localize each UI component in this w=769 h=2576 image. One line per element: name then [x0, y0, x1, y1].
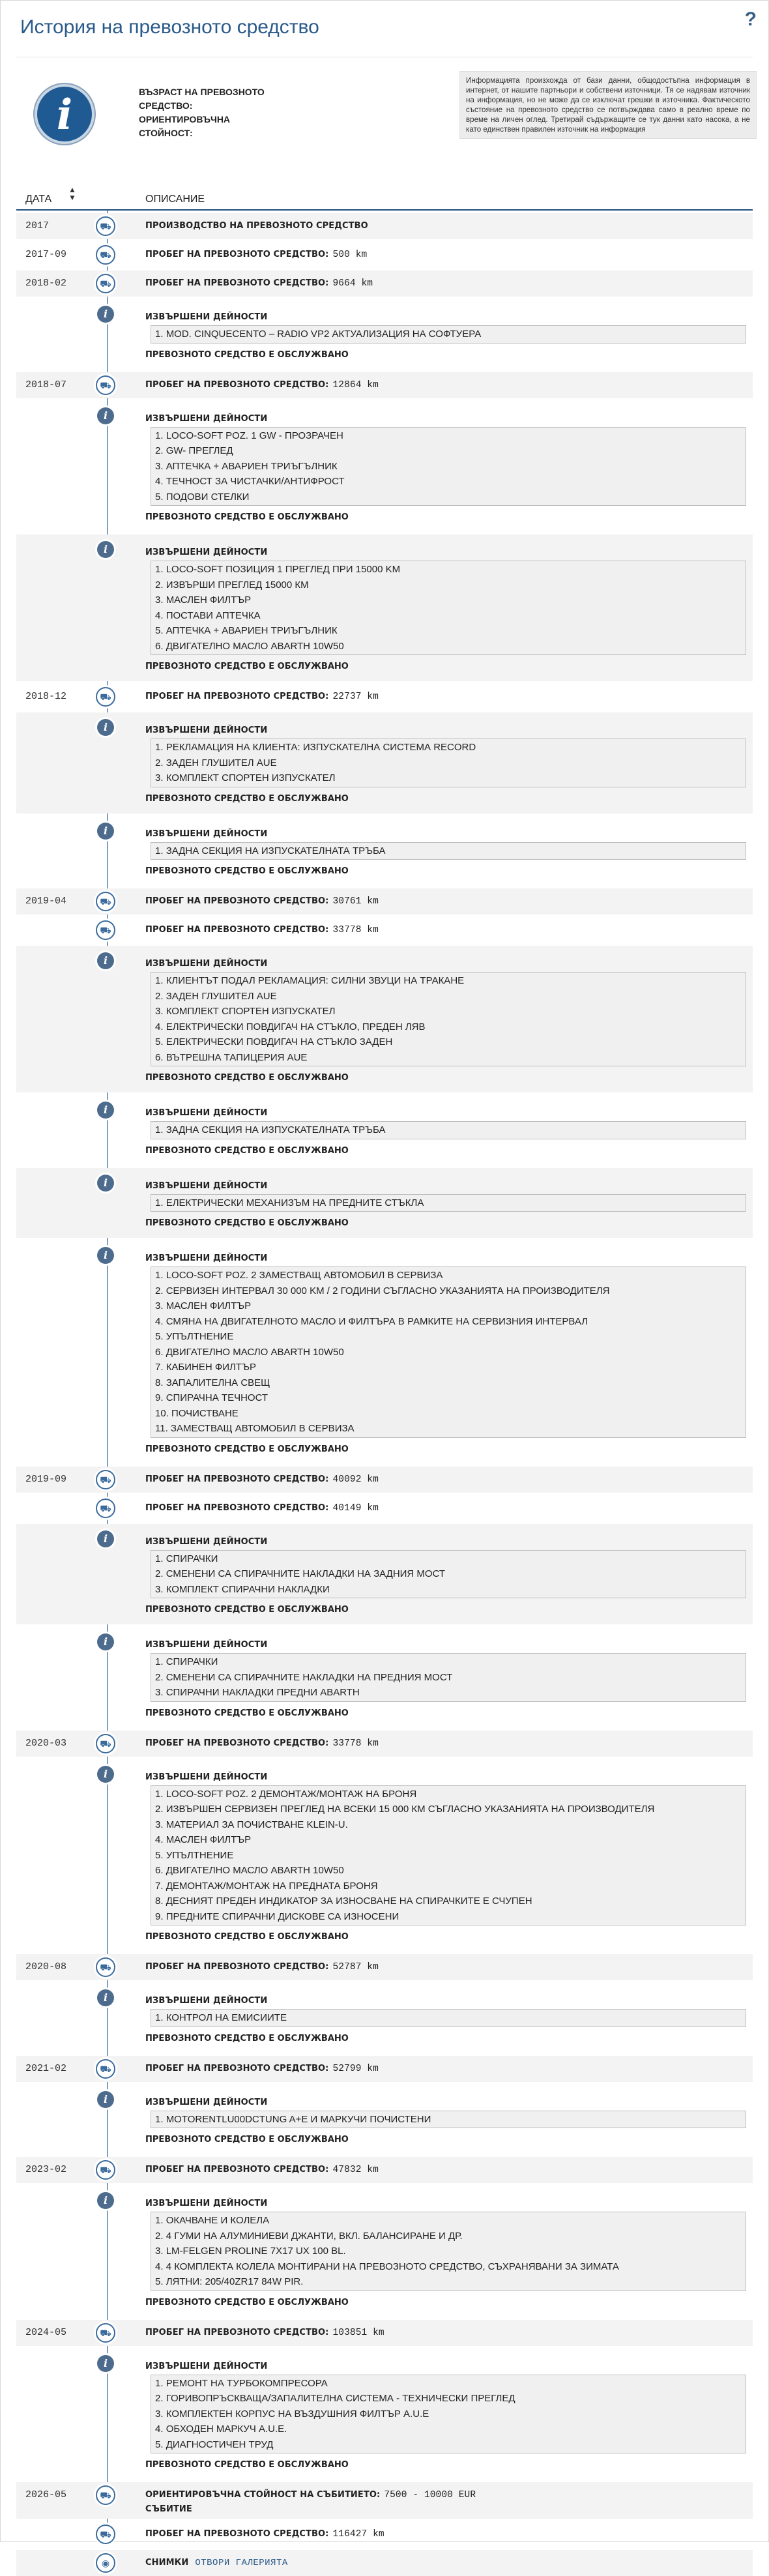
info-icon: i	[97, 1102, 114, 1119]
service-entry	[16, 1759, 753, 1952]
list-item: 2. СМЕНЕНИ СА СПИРАЧНИТЕ НАКЛАДКИ НА ЗАДНИЯ МОСТ	[155, 1568, 446, 1579]
summary-line: СТОЙНОСТ:	[139, 128, 193, 138]
mileage-value: 47832 km	[332, 2165, 379, 2175]
mileage-value: 22737 km	[332, 692, 379, 702]
list-item: 1. MOTORENTLU00DCTUNG A+E И МАРКУЧИ ПОЧИСТЕНИ	[155, 2113, 431, 2125]
info-icon: i	[97, 1530, 114, 1547]
mileage-row	[145, 692, 379, 702]
serviced-label: ПРЕВОЗНОТО СРЕДСТВО Е ОБСЛУЖВАНО	[145, 1145, 349, 1156]
mileage-label: ПРОБЕГ НА ПРЕВОЗНОТО СРЕДСТВО:	[145, 2165, 329, 2174]
mileage-row	[145, 896, 379, 907]
list-item: 2. ИЗВЪРШИ ПРЕГЛЕД 15000 КМ	[155, 579, 309, 591]
list-item: 1. LOCO-SOFT ПОЗИЦИЯ 1 ПРЕГЛЕД ПРИ 15000 KM	[155, 564, 401, 575]
serviced-label: ПРЕВОЗНОТО СРЕДСТВО Е ОБСЛУЖВАНО	[145, 349, 349, 360]
list-item: 4. ЕЛЕКТРИЧЕСКИ ПОВДИГАЧ НА СТЪКЛО, ПРЕДЕН ЛЯВ	[155, 1021, 426, 1032]
list-item: 4. ОБХОДЕН МАРКУЧ A.U.E.	[155, 2423, 287, 2435]
odometer-icon: ⛟	[96, 2059, 115, 2079]
mileage-label: ПРОБЕГ НА ПРЕВОЗНОТО СРЕДСТВО:	[145, 2063, 329, 2073]
actions-list	[151, 427, 746, 506]
list-item: 5. УПЪЛТНЕНИЕ	[155, 1849, 234, 1861]
column-header-date[interactable]: ДАТА	[25, 194, 52, 205]
mileage-label: ПРОБЕГ НА ПРЕВОЗНОТО СРЕДСТВО:	[145, 379, 329, 390]
photos-row	[145, 2558, 288, 2568]
list-item: 6. ДВИГАТЕЛНО МАСЛО ABARTH 10W50	[155, 1865, 344, 1876]
mileage-value: 12864 km	[332, 379, 379, 390]
list-item: 1. КЛИЕНТЪТ ПОДАЛ РЕКЛАМАЦИЯ: СИЛНИ ЗВУЦИ НА ТРАКАНЕ	[155, 975, 465, 986]
mileage-label: ПРОБЕГ НА ПРЕВОЗНОТО СРЕДСТВО:	[145, 1502, 329, 1513]
mileage-row	[145, 2529, 384, 2539]
list-item: 1. КОНТРОЛ НА ЕМИСИИТЕ	[155, 2012, 287, 2023]
mileage-value: 9664 km	[332, 278, 373, 289]
list-item: 4. 4 КОМПЛЕКТА КОЛЕЛА МОНТИРАНИ НА ПРЕВОЗНОТО СРЕДСТВО, СЪХРАНЯВАНИ ЗА ЗИМАТА	[155, 2261, 619, 2272]
mileage-label: ПРОБЕГ НА ПРЕВОЗНОТО СРЕДСТВО:	[145, 1962, 329, 1972]
list-item: 3. КОМПЛЕКТ СПОРТЕН ИЗПУСКАТЕЛ	[155, 1006, 336, 1017]
mileage-label: ПРОБЕГ НА ПРЕВОЗНОТО СРЕДСТВО:	[145, 2327, 329, 2337]
mileage-value: 52787 km	[332, 1962, 379, 1972]
serviced-label: ПРЕВОЗНОТО СРЕДСТВО Е ОБСЛУЖВАНО	[145, 2460, 349, 2470]
list-item: 3. КОМПЛЕКТ СПОРТЕН ИЗПУСКАТЕЛ	[155, 772, 336, 783]
serviced-label: ПРЕВОЗНОТО СРЕДСТВО Е ОБСЛУЖВАНО	[145, 1605, 349, 1615]
actions-list	[151, 2111, 746, 2129]
list-item: 11. ЗАМЕСТВАЩ АВТОМОБИЛ В СЕРВИЗА	[155, 1423, 355, 1434]
summary-line: ОРИЕНТИРОВЪЧНА	[139, 114, 231, 124]
info-icon: i	[97, 1175, 114, 1192]
info-icon: i	[97, 1633, 114, 1650]
list-item: 1. СПИРАЧКИ	[155, 1656, 218, 1667]
info-icon: i	[97, 1247, 114, 1264]
mileage-entry	[16, 372, 753, 398]
actions-label: ИЗВЪРШЕНИ ДЕЙНОСТИ	[145, 413, 268, 424]
actions-list	[151, 325, 746, 344]
list-item: 2. ЗАДЕН ГЛУШИТЕЛ AUE	[155, 990, 277, 1002]
list-item: 1. РЕМОНТ НА ТУРБОКОМПРЕСОРА	[155, 2377, 328, 2389]
mileage-label: ПРОБЕГ НА ПРЕВОЗНОТО СРЕДСТВО:	[145, 1474, 329, 1484]
service-entry	[16, 1095, 753, 1165]
mileage-row	[145, 2328, 384, 2338]
mileage-label: ПРОБЕГ НА ПРЕВОЗНОТО СРЕДСТВО:	[145, 250, 329, 259]
mileage-value: 40092 km	[332, 1474, 379, 1485]
info-icon: i	[35, 84, 94, 144]
photos-label: СНИМКИ	[145, 2558, 189, 2568]
list-item: 3. СПИРАЧНИ НАКЛАДКИ ПРЕДНИ ABARTH	[155, 1687, 360, 1698]
vehicle-summary	[139, 85, 289, 140]
mileage-label: ПРОБЕГ НА ПРЕВОЗНОТО СРЕДСТВО:	[145, 278, 329, 288]
mileage-entry	[16, 2320, 753, 2346]
odometer-icon: ⛟	[96, 920, 115, 940]
odometer-icon: ⛟	[96, 1470, 115, 1489]
list-item: 5. АПТЕЧКА + АВАРИЕН ТРИЪГЪЛНИК	[155, 625, 338, 636]
actions-label: ИЗВЪРШЕНИ ДЕЙНОСТИ	[145, 1253, 268, 1263]
list-item: 2. СМЕНЕНИ СА СПИРАЧНИТЕ НАКЛАДКИ НА ПРЕДНИЯ МОСТ	[155, 1671, 453, 1683]
mileage-row	[145, 278, 373, 289]
mileage-label: ПРОБЕГ НА ПРЕВОЗНОТО СРЕДСТВО:	[145, 2529, 329, 2539]
list-item: 6. ВЪТРЕШНА ТАПИЦЕРИЯ AUE	[155, 1051, 308, 1063]
value-amount: 7500 - 10000 EUR	[384, 2490, 476, 2500]
service-entry	[16, 1983, 753, 2053]
list-item: 3. КОМПЛЕКТ СПИРАЧНИ НАКЛАДКИ	[155, 1583, 330, 1595]
value-entry	[16, 2482, 753, 2519]
list-item: 1. LOCO-SOFT POZ. 2 ЗАМЕСТВАЩ АВТОМОБИЛ В СЕРВИЗА	[155, 1270, 443, 1281]
table-header	[16, 181, 753, 211]
entry-date: 2019-09	[25, 1473, 67, 1485]
serviced-label: ПРЕВОЗНОТО СРЕДСТВО Е ОБСЛУЖВАНО	[145, 1444, 349, 1454]
mileage-label: ПРОБЕГ НА ПРЕВОЗНОТО СРЕДСТВО:	[145, 1738, 329, 1748]
list-item: 1. ЗАДНА СЕКЦИЯ НА ИЗПУСКАТЕЛНАТА ТРЪБА	[155, 1124, 386, 1135]
list-item: 5. ЛЯТНИ: 205/40ZR17 84W PIR.	[155, 2276, 304, 2287]
entry-date: 2021-02	[25, 2062, 67, 2074]
mileage-entry	[16, 1731, 753, 1757]
mileage-value: 30761 km	[332, 896, 379, 907]
mileage-value: 103851 km	[332, 2327, 384, 2338]
actions-label: ИЗВЪРШЕНИ ДЕЙНОСТИ	[145, 312, 268, 322]
car-icon: ⛟	[96, 216, 115, 236]
mileage-row	[145, 1962, 379, 1972]
production-label: ПРОИЗВОДСТВО НА ПРЕВОЗНОТО СРЕДСТВО	[145, 221, 368, 231]
mileage-entry	[16, 684, 753, 710]
serviced-label: ПРЕВОЗНОТО СРЕДСТВО Е ОБСЛУЖВАНО	[145, 1932, 349, 1942]
actions-list	[151, 842, 746, 860]
actions-label: ИЗВЪРШЕНИ ДЕЙНОСТИ	[145, 548, 268, 557]
list-item: 9. ПРЕДНИТЕ СПИРАЧНИ ДИСКОВЕ СА ИЗНОСЕНИ	[155, 1910, 399, 1922]
info-icon: i	[97, 2192, 114, 2209]
odometer-icon: ⛟	[96, 2323, 115, 2343]
value-label: ОРИЕНТИРОВЪЧНА СТОЙНОСТ НА СЪБИТИЕТО:	[145, 2490, 381, 2500]
service-entry	[16, 2186, 753, 2317]
mileage-entry	[16, 917, 753, 943]
list-item: 2. ГОРИВОПРЪСКВАЩА/ЗАПАЛИТЕЛНА СИСТЕМА - ТЕХНИЧЕСКИ ПРЕГЛЕД	[155, 2393, 515, 2404]
list-item: 1. СПИРАЧКИ	[155, 1553, 218, 1564]
actions-list	[151, 1785, 746, 1926]
service-entry	[16, 1240, 753, 1464]
list-item: 2. ЗАДЕН ГЛУШИТЕЛ AUE	[155, 757, 277, 768]
camera-icon: ◉	[96, 2553, 115, 2573]
actions-label: ИЗВЪРШЕНИ ДЕЙНОСТИ	[145, 1536, 268, 1547]
serviced-label: ПРЕВОЗНОТО СРЕДСТВО Е ОБСЛУЖВАНО	[145, 1218, 349, 1228]
serviced-label: ПРЕВОЗНОТО СРЕДСТВО Е ОБСЛУЖВАНО	[145, 512, 349, 522]
mileage-value: 33778 km	[332, 1738, 379, 1749]
actions-label: ИЗВЪРШЕНИ ДЕЙНОСТИ	[145, 725, 268, 735]
mileage-label: ПРОБЕГ НА ПРЕВОЗНОТО СРЕДСТВО:	[145, 896, 329, 906]
list-item: 9. СПИРАЧНА ТЕЧНОСТ	[155, 1392, 268, 1403]
mileage-entry	[16, 1467, 753, 1493]
info-icon: i	[97, 823, 114, 840]
service-entry	[16, 534, 753, 681]
mileage-row	[145, 2064, 379, 2074]
actions-label: ИЗВЪРШЕНИ ДЕЙНОСТИ	[145, 1108, 268, 1118]
actions-label: ИЗВЪРШЕНИ ДЕЙНОСТИ	[145, 1640, 268, 1650]
mileage-entry	[16, 1954, 753, 1980]
actions-list	[151, 1121, 746, 1139]
info-icon: i	[97, 407, 114, 424]
list-item: 1. ОКАЧВАНЕ И КОЛЕЛА	[155, 2215, 270, 2226]
actions-list	[151, 972, 746, 1066]
list-item: 5. ЕЛЕКТРИЧЕСКИ ПОВДИГАЧ НА СТЪКЛО ЗАДЕН	[155, 1036, 393, 1047]
odometer-icon: ⛟	[96, 245, 115, 265]
odometer-icon: ⛟	[96, 1499, 115, 1518]
entry-date: 2017	[25, 220, 50, 231]
value-row	[145, 2490, 476, 2514]
service-entry	[16, 1168, 753, 1238]
entry-date: 2018-12	[25, 691, 67, 702]
production-entry	[16, 213, 753, 239]
serviced-label: ПРЕВОЗНОТО СРЕДСТВО Е ОБСЛУЖВАНО	[145, 662, 349, 671]
mileage-label: ПРОБЕГ НА ПРЕВОЗНОТО СРЕДСТВО:	[145, 692, 329, 701]
page-title: История на превозното средство	[20, 16, 319, 38]
summary-line: СРЕДСТВО:	[139, 100, 193, 111]
photos-entry	[16, 2550, 753, 2576]
service-entry	[16, 1627, 753, 1728]
mileage-row	[145, 925, 379, 935]
list-item: 3. КОМПЛЕКТЕН КОРПУС НА ВЪЗДУШНИЯ ФИЛТЪР A.U.E	[155, 2408, 429, 2420]
actions-label: ИЗВЪРШЕНИ ДЕЙНОСТИ	[145, 2361, 268, 2371]
service-entry	[16, 1524, 753, 1625]
entry-date: 2018-07	[25, 379, 67, 390]
list-item: 2. СЕРВИЗЕН ИНТЕРВАЛ 30 000 KM / 2 ГОДИНИ СЪГЛАСНО УКАЗАНИЯТА НА ПРОИЗВОДИТЕЛЯ	[155, 1285, 610, 1296]
mileage-entry	[16, 1495, 753, 1521]
odometer-icon: ⛟	[96, 274, 115, 293]
list-item: 8. ЗАПАЛИТЕЛНА СВЕЩ	[155, 1377, 270, 1388]
list-item: 7. ДЕМОНТАЖ/МОНТАЖ НА ПРЕДНАТА БРОНЯ	[155, 1880, 378, 1892]
column-header-description: ОПИСАНИЕ	[145, 194, 205, 205]
mileage-row	[145, 250, 367, 260]
mileage-label: ПРОБЕГ НА ПРЕВОЗНОТО СРЕДСТВО:	[145, 925, 329, 935]
actions-list	[151, 1550, 746, 1599]
actions-label: ИЗВЪРШЕНИ ДЕЙНОСТИ	[145, 959, 268, 969]
list-item: 3. МАСЛЕН ФИЛТЪР	[155, 594, 252, 606]
entry-date: 2020-03	[25, 1737, 67, 1749]
list-item: 4. МАСЛЕН ФИЛТЪР	[155, 1834, 252, 1845]
info-icon: i	[97, 2355, 114, 2372]
mileage-row	[145, 1738, 379, 1749]
actions-label: ИЗВЪРШЕНИ ДЕЙНОСТИ	[145, 1772, 268, 1782]
info-icon: i	[97, 719, 114, 736]
actions-label: ИЗВЪРШЕНИ ДЕЙНОСТИ	[145, 1180, 268, 1191]
list-item: 3. МАТЕРИАЛ ЗА ПОЧИСТВАНЕ KLEIN-U.	[155, 1819, 348, 1830]
open-gallery-link[interactable]: ОТВОРИ ГАЛЕРИЯТА	[195, 2558, 288, 2568]
mileage-value: 116427 km	[332, 2529, 384, 2539]
actions-list	[151, 739, 746, 787]
list-item: 6. ДВИГАТЕЛНО МАСЛО ABARTH 10W50	[155, 1346, 344, 1358]
info-icon: i	[97, 1766, 114, 1783]
mileage-entry	[16, 271, 753, 297]
list-item: 6. ДВИГАТЕЛНО МАСЛО ABARTH 10W50	[155, 640, 344, 652]
list-item: 10. ПОЧИСТВАНЕ	[155, 1407, 239, 1419]
service-entry	[16, 816, 753, 886]
serviced-label: ПРЕВОЗНОТО СРЕДСТВО Е ОБСЛУЖВАНО	[145, 1073, 349, 1083]
list-item: 1. РЕКЛАМАЦИЯ НА КЛИЕНТА: ИЗПУСКАТЕЛНА СИСТЕМА RECORD	[155, 742, 476, 753]
actions-list	[151, 2212, 746, 2291]
list-item: 5. УПЪЛТНЕНИЕ	[155, 1331, 234, 1342]
mileage-row	[145, 2165, 379, 2175]
list-item: 7. КАБИНЕН ФИЛТЪР	[155, 1362, 256, 1373]
list-item: 1. ЗАДНА СЕКЦИЯ НА ИЗПУСКАТЕЛНАТА ТРЪБА	[155, 845, 386, 856]
serviced-label: ПРЕВОЗНОТО СРЕДСТВО Е ОБСЛУЖВАНО	[145, 1708, 349, 1718]
odometer-icon: ⛟	[96, 375, 115, 395]
mileage-entry	[16, 888, 753, 915]
list-item: 8. ДЕСНИЯТ ПРЕДЕН ИНДИКАТОР ЗА ИЗНОСВАНЕ НА СПИРАЧКИТЕ Е СЧУПЕН	[155, 1895, 532, 1907]
entry-date: 2024-05	[25, 2326, 67, 2338]
service-entry	[16, 401, 753, 533]
actions-list	[151, 561, 746, 655]
info-icon: i	[97, 541, 114, 558]
event-label: СЪБИТИЕ	[145, 2504, 192, 2514]
info-icon: i	[97, 2091, 114, 2108]
entry-date: 2017-09	[25, 249, 67, 260]
serviced-label: ПРЕВОЗНОТО СРЕДСТВО Е ОБСЛУЖВАНО	[145, 793, 349, 804]
list-item: 5. ДИАГНОСТИЧЕН ТРУД	[155, 2438, 274, 2450]
serviced-label: ПРЕВОЗНОТО СРЕДСТВО Е ОБСЛУЖВАНО	[145, 2033, 349, 2043]
entry-date: 2018-02	[25, 278, 67, 289]
list-item: 3. МАСЛЕН ФИЛТЪР	[155, 1300, 252, 1311]
service-entry	[16, 712, 753, 813]
summary-line: ВЪЗРАСТ НА ПРЕВОЗНОТО	[139, 87, 265, 97]
entry-date: 2020-08	[25, 1961, 67, 1972]
service-entry	[16, 2349, 753, 2480]
actions-label: ИЗВЪРШЕНИ ДЕЙНОСТИ	[145, 2097, 268, 2107]
mileage-entry	[16, 2056, 753, 2082]
actions-label: ИЗВЪРШЕНИ ДЕЙНОСТИ	[145, 828, 268, 839]
service-entry	[16, 2085, 753, 2155]
car-icon: ⛟	[96, 2485, 115, 2505]
list-item: 5. ПОДОВИ СТЕЛКИ	[155, 491, 250, 503]
odometer-icon: ⛟	[96, 687, 115, 707]
list-item: 4. ТЕЧНОСТ ЗА ЧИСТАЧКИ/АНТИФРОСТ	[155, 476, 345, 487]
odometer-icon: ⛟	[96, 2525, 115, 2544]
actions-list	[151, 1194, 746, 1212]
actions-list	[151, 2375, 746, 2454]
mileage-value: 52799 km	[332, 2063, 379, 2074]
list-item: 4. ПОСТАВИ АПТЕЧКА	[155, 609, 261, 621]
actions-label: ИЗВЪРШЕНИ ДЕЙНОСТИ	[145, 1996, 268, 2006]
list-item: 2. ИЗВЪРШЕН СЕРВИЗЕН ПРЕГЛЕД НА ВСЕКИ 15 000 КМ СЪГЛАСНО УКАЗАНИЯТА НА ПРОИЗВОДИТЕЛЯ	[155, 1804, 655, 1815]
odometer-icon: ⛟	[96, 1734, 115, 1753]
mileage-value: 33778 km	[332, 925, 379, 935]
list-item: 3. LM-FELGEN PROLINE 7X17 UX 100 BL.	[155, 2246, 346, 2257]
actions-list	[151, 2009, 746, 2027]
list-item: 2. 4 ГУМИ НА АЛУМИНИЕВИ ДЖАНТИ, ВКЛ. БАЛАНСИРАНЕ И ДР.	[155, 2230, 463, 2242]
list-item: 3. АПТЕЧКА + АВАРИЕН ТРИЪГЪЛНИК	[155, 460, 338, 472]
actions-label: ИЗВЪРШЕНИ ДЕЙНОСТИ	[145, 2199, 268, 2208]
info-icon: i	[97, 306, 114, 323]
actions-list	[151, 1653, 746, 1702]
serviced-label: ПРЕВОЗНОТО СРЕДСТВО Е ОБСЛУЖВАНО	[145, 866, 349, 876]
mileage-entry	[16, 242, 753, 268]
entry-date: 2019-04	[25, 896, 67, 907]
help-icon[interactable]: ?	[744, 8, 757, 30]
odometer-icon: ⛟	[96, 1957, 115, 1977]
mileage-value: 500 km	[332, 250, 368, 260]
list-item: 1. MOD. CINQUECENTO – RADIO VP2 АКТУАЛИЗАЦИЯ НА СОФТУЕРА	[155, 329, 482, 340]
mileage-entry	[16, 2157, 753, 2183]
mileage-value: 40149 km	[332, 1502, 379, 1514]
mileage-row	[145, 380, 379, 390]
list-item: 2. GW- ПРЕГЛЕД	[155, 445, 233, 456]
list-item: 1. LOCO-SOFT POZ. 1 GW - ПРОЗРАЧЕН	[155, 430, 343, 441]
disclaimer-note: Информацията произхожда от бази данни, общодостъпна информация в интернет, от нашите партньори и собствени източници. Тя се надявам източник на информация, но не може да се изключат грешки в източника. Фактическото състояние на превозното средство се потвърждава само в реално време по време на личен оглед. Третирай съдържащите се тук данни като насока, а не като единствен правилен източник на информация	[459, 71, 757, 139]
odometer-icon: ⛟	[96, 892, 115, 911]
odometer-icon: ⛟	[96, 2160, 115, 2180]
service-entry	[16, 946, 753, 1092]
list-item: 4. СМЯНА НА ДВИГАТЕЛНОТО МАСЛО И ФИЛТЪРА В РАМКИТЕ НА СЕРВИЗНИЯ ИНТЕРВАЛ	[155, 1315, 588, 1327]
entry-date: 2023-02	[25, 2164, 67, 2175]
mileage-entry	[16, 2521, 753, 2547]
serviced-label: ПРЕВОЗНОТО СРЕДСТВО Е ОБСЛУЖВАНО	[145, 2135, 349, 2144]
service-entry	[16, 299, 753, 370]
list-item: 1. ЕЛЕКТРИЧЕСКИ МЕХАНИЗЪМ НА ПРЕДНИТЕ СТЪКЛА	[155, 1197, 424, 1208]
list-item: 1. LOCO-SOFT POZ. 2 ДЕМОНТАЖ/МОНТАЖ НА БРОНЯ	[155, 1788, 417, 1800]
actions-list	[151, 1266, 746, 1438]
info-icon: i	[97, 1989, 114, 2006]
serviced-label: ПРЕВОЗНОТО СРЕДСТВО Е ОБСЛУЖВАНО	[145, 2297, 349, 2307]
entry-date: 2026-05	[25, 2489, 67, 2500]
info-icon: i	[97, 952, 114, 969]
mileage-row	[145, 1474, 379, 1485]
sort-icon[interactable]: ▲ ▼	[68, 185, 76, 202]
mileage-row	[145, 1503, 379, 1514]
